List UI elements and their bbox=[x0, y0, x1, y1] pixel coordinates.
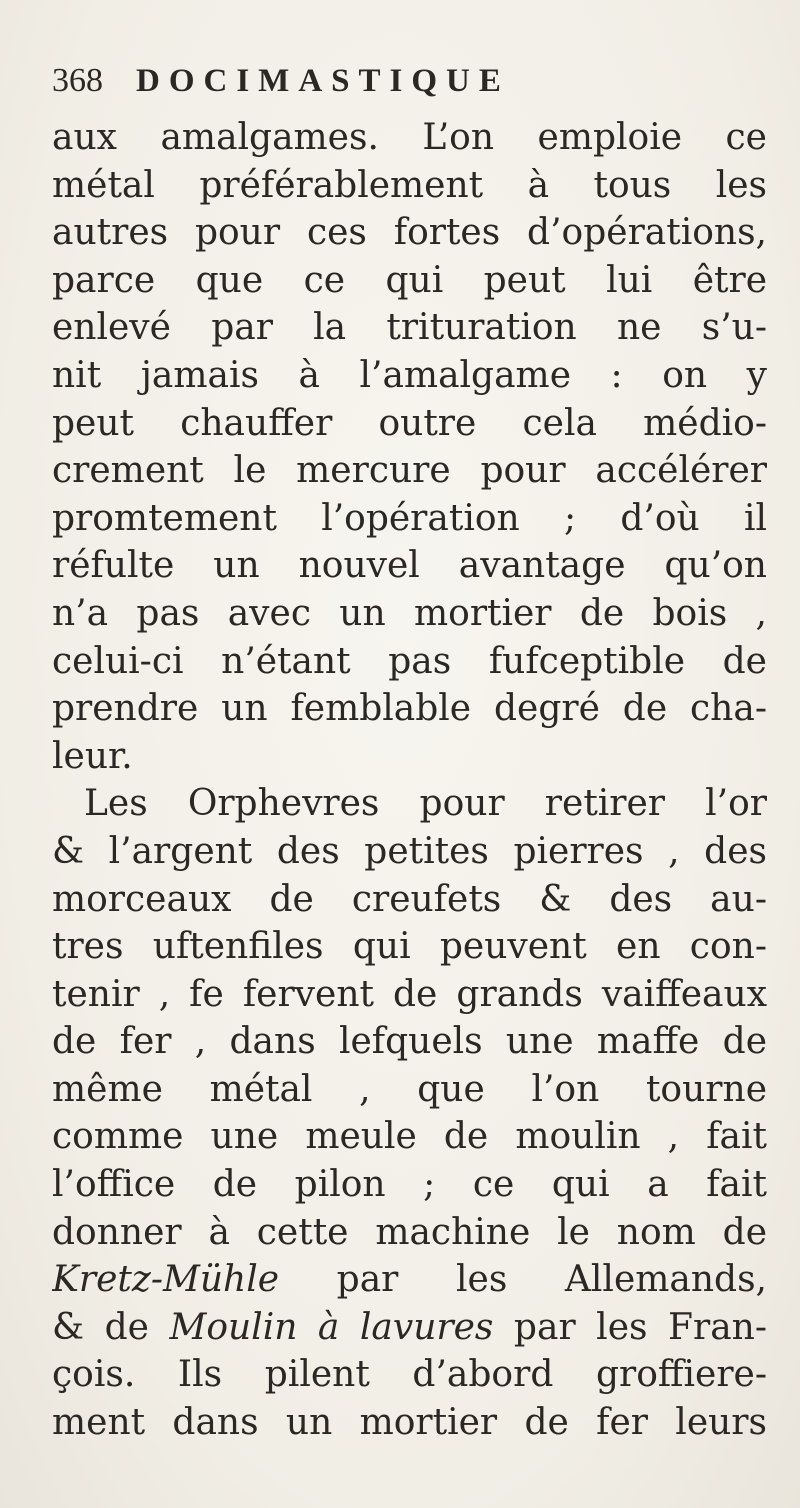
text-line: comme une meule de moulin , fait bbox=[52, 1116, 767, 1158]
paragraph-1 bbox=[52, 114, 780, 780]
text-line: ment dans un mortier de fer leurs bbox=[52, 1402, 767, 1444]
text-line: même métal , que l’on tourne bbox=[52, 1068, 767, 1110]
text-line: de fer , dans lefquels une maffe de bbox=[52, 1021, 767, 1063]
text-line: çois. Ils pilent d’abord groffiere- bbox=[52, 1354, 767, 1396]
page-text bbox=[52, 62, 780, 1447]
text-line: tres uftenfiles qui peuvent en con- bbox=[52, 926, 767, 968]
line-pre: & de bbox=[52, 1306, 170, 1348]
italic-term: Moulin à lavures bbox=[169, 1306, 494, 1348]
text-line: leur. bbox=[52, 735, 133, 777]
text-line: autres pour ces fortes d’opérations, bbox=[52, 212, 767, 254]
page-header bbox=[52, 62, 780, 114]
text-line: Les Orphevres pour retirer l’or bbox=[84, 783, 767, 825]
line-rest: par les Fran- bbox=[493, 1306, 767, 1348]
text-line: promtement l’opération ; d’où il bbox=[52, 497, 767, 539]
text-line: celui-ci n’étant pas fufceptible de bbox=[52, 640, 767, 682]
text-line: prendre un femblable degré de cha- bbox=[52, 688, 767, 730]
paragraph-2 bbox=[52, 780, 780, 1446]
running-head: DOCIMASTIQUE bbox=[136, 63, 510, 99]
text-line: crement le mercure pour accélérer bbox=[52, 450, 767, 492]
text-line: l’office de pilon ; ce qui a fait bbox=[52, 1164, 767, 1206]
italic-term: Kretz-Mühle bbox=[52, 1259, 280, 1301]
text-line: métal préférablement à tous les bbox=[52, 164, 767, 206]
text-line: nit jamais à l’amalgame : on y bbox=[52, 354, 767, 396]
line-rest: par les Allemands, bbox=[279, 1259, 767, 1301]
text-line-moulin bbox=[52, 1304, 767, 1352]
page-number: 368 bbox=[52, 62, 103, 99]
text-line: & l’argent des petites pierres , des bbox=[52, 830, 767, 872]
text-line: peut chauffer outre cela médio- bbox=[52, 402, 767, 444]
text-line: enlevé par la trituration ne s’u- bbox=[52, 307, 767, 349]
text-line: aux amalgames. L’on emploie ce bbox=[52, 117, 767, 158]
text-line: parce que ce qui peut lui être bbox=[52, 259, 767, 301]
text-line: n’a pas avec un mortier de bois , bbox=[52, 592, 767, 634]
text-line: tenir , fe fervent de grands vaiffeaux bbox=[52, 973, 767, 1015]
text-line: donner à cette machine le nom de bbox=[52, 1211, 767, 1253]
text-line: réfulte un nouvel avantage qu’on bbox=[52, 545, 767, 587]
text-line: morceaux de creufets & des au- bbox=[52, 878, 767, 920]
text-line-kretz bbox=[52, 1256, 767, 1304]
